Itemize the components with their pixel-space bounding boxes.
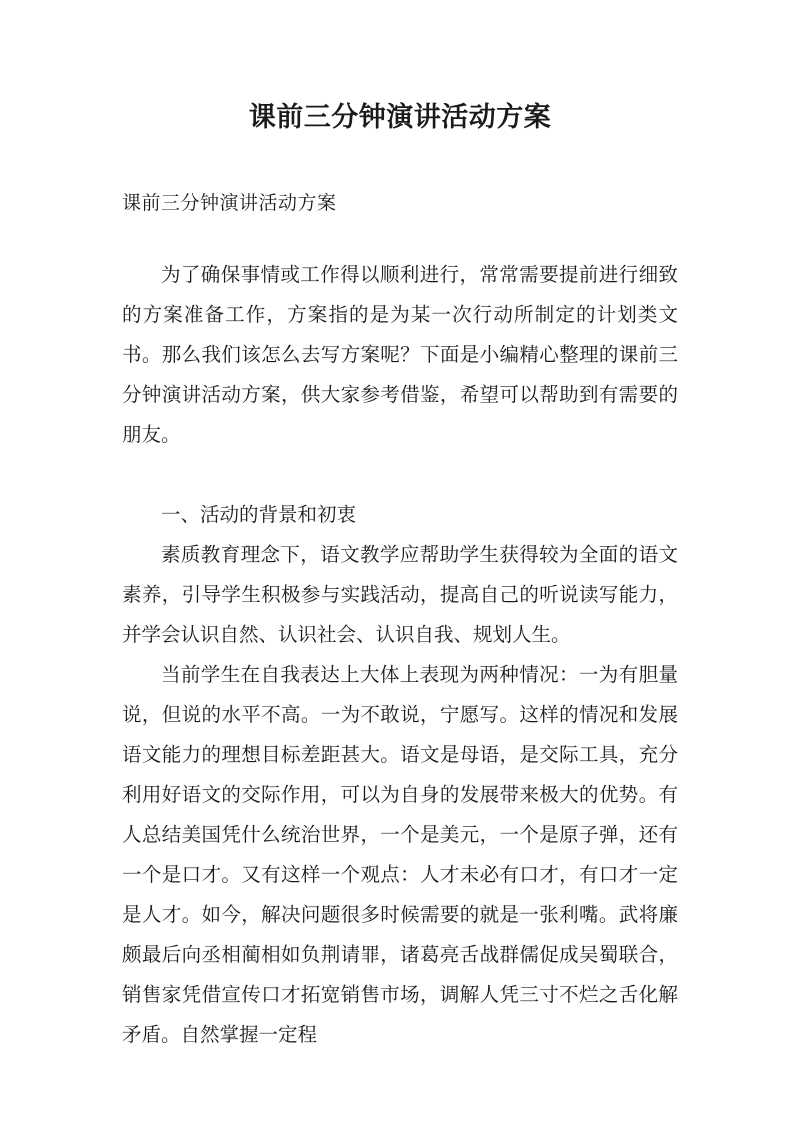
document-subtitle: 课前三分钟演讲活动方案 [122, 192, 337, 214]
document-title: 课前三分钟演讲活动方案 [248, 102, 552, 133]
body-paragraph: 当前学生在自我表达上大体上表现为两种情况：一为有胆量说，但说的水平不高。一为不敢说，宁愿写。这样的情况和发展语文能力的理想目标差距甚大。语文是母语，是交际工具，充分利用好语文的交际作用，可以为自身的发展带来极大的优势。有人总结美国凭什么统治世界，一个是美元，一个是原子弹，还有一个是口才。又有这样一个观点：人才未必有口才，有口才一定是人才。如今，解决问题很多时候需要的就是一张利嘴。武将廉颇最后向丞相蔺相如负荆请罪，诸葛亮舌战群儒促成吴蜀联合，销售家凭借宣传口才拓宽销售市场，调解人凭三寸不烂之舌化解矛盾。自然掌握一定程 [122, 663, 678, 1046]
intro-paragraph: 为了确保事情或工作得以顺利进行，常常需要提前进行细致的方案准备工作，方案指的是为某一次行动所制定的计划类文书。那么我们该怎么去写方案呢？下面是小编精心整理的课前三分钟演讲活动方案，供大家参考借鉴，希望可以帮助到有需要的朋友。 [122, 263, 678, 446]
body-paragraph: 素质教育理念下，语文教学应帮助学生获得较为全面的语文素养，引导学生积极参与实践活动，提高自己的听说读写能力，并学会认识自然、认识社会、认识自我、规划人生。 [122, 543, 678, 646]
section-heading: 一、活动的背景和初衷 [161, 503, 357, 526]
document-body [122, 255, 678, 1055]
